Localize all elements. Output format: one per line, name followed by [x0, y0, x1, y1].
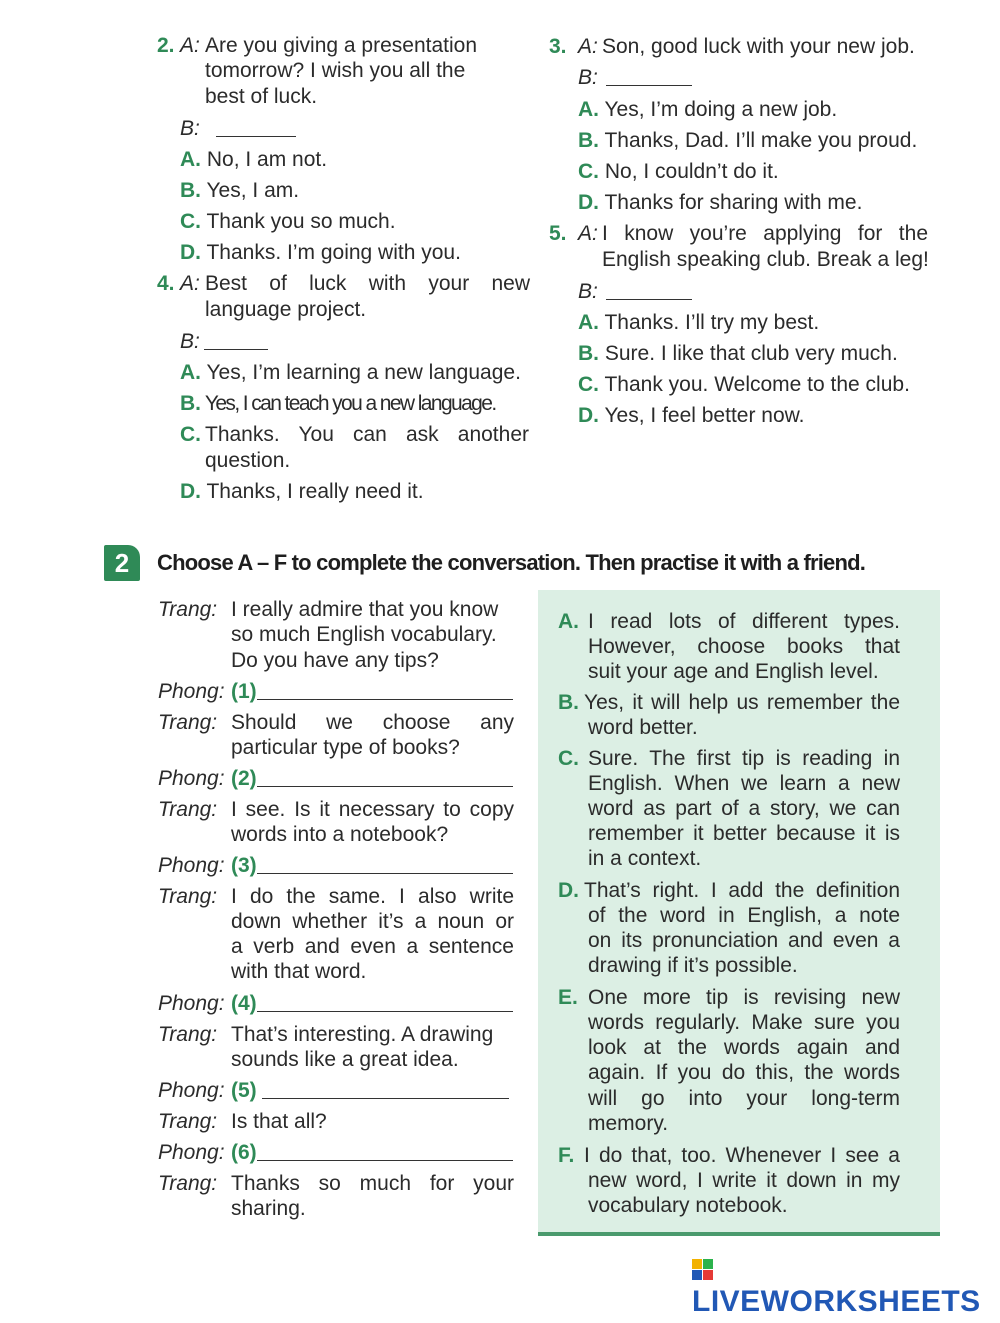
- gap-number: (5): [231, 1079, 257, 1102]
- answer-line: I read lots of different types.: [588, 610, 900, 633]
- speaker-a: A:: [180, 272, 200, 295]
- panel-divider: [538, 1232, 940, 1236]
- gap-blank-2[interactable]: [257, 768, 513, 787]
- option[interactable]: C.: [180, 423, 201, 446]
- answer-line: word as part of a story, we can: [588, 797, 900, 820]
- gap-number: (6): [231, 1141, 257, 1164]
- answer-letter: D.: [558, 879, 579, 902]
- answer-letter: A.: [558, 610, 579, 633]
- answer-line: However, choose books that: [588, 635, 900, 658]
- answer-letter: B.: [558, 691, 579, 714]
- line: Do you have any tips?: [231, 649, 439, 672]
- prompt-line: I know you’re applying for the: [602, 222, 928, 245]
- speaker-b: B:: [578, 280, 598, 303]
- gap-blank-6[interactable]: [257, 1142, 513, 1161]
- answer-letter: E.: [558, 986, 578, 1009]
- speaker-b: B:: [180, 117, 200, 140]
- gap-number: (3): [231, 854, 257, 877]
- line: That’s interesting. A drawing: [231, 1023, 494, 1046]
- speaker-trang: Trang:: [158, 885, 218, 908]
- gap-blank-4[interactable]: [257, 993, 513, 1012]
- option[interactable]: B. Sure. I like that club very much.: [578, 342, 898, 365]
- speaker-a: A:: [578, 222, 598, 245]
- option[interactable]: D. Thanks, I really need it.: [180, 480, 424, 503]
- answer-line: That’s right. I add the definition: [584, 879, 900, 902]
- speaker-a: A:: [180, 34, 200, 57]
- option[interactable]: A. Thanks. I’ll try my best.: [578, 311, 820, 334]
- prompt-line: best of luck.: [205, 85, 318, 108]
- prompt-line: Best of luck with your new: [205, 272, 530, 295]
- line: Should we choose any: [231, 711, 514, 734]
- line: sharing.: [231, 1197, 306, 1220]
- answer-line: on its pronunciation and even a: [588, 929, 900, 952]
- gap-number: (2): [231, 767, 257, 790]
- speaker-phong: Phong:: [158, 680, 225, 703]
- line: sounds like a great idea.: [231, 1048, 459, 1071]
- answer-line: suit your age and English level.: [588, 660, 879, 683]
- option[interactable]: B. Yes, I am.: [180, 179, 300, 202]
- gap-blank-1[interactable]: [257, 681, 513, 700]
- option[interactable]: A. No, I am not.: [180, 148, 328, 171]
- line: I really admire that you know: [231, 598, 499, 621]
- question-number: 3.: [549, 35, 567, 58]
- answer-line: Yes, it will help us remember the: [584, 691, 900, 714]
- answer-line: remember it better because it is: [588, 822, 900, 845]
- answer-line: again. If you do this, the words: [588, 1061, 900, 1084]
- line: I do the same. I also write: [231, 885, 514, 908]
- section-badge: 2: [104, 545, 140, 581]
- answer-line: memory.: [588, 1112, 669, 1135]
- option[interactable]: D. Yes, I feel better now.: [578, 404, 805, 427]
- option[interactable]: A. Yes, I’m learning a new language.: [180, 361, 521, 384]
- question-number: 5.: [549, 222, 567, 245]
- option[interactable]: B. Thanks, Dad. I’ll make you proud.: [578, 129, 918, 152]
- answer-letter: F.: [558, 1144, 575, 1167]
- answer-line: English. When we learn a new: [588, 772, 900, 795]
- gap-number: (4): [231, 992, 257, 1015]
- speaker-phong: Phong:: [158, 1141, 225, 1164]
- option-line: Thanks. You can ask another: [205, 423, 529, 446]
- answer-line: will go into your long-term: [588, 1087, 900, 1110]
- answer-line: I do that, too. Whenever I see a: [584, 1144, 900, 1167]
- answer-blank[interactable]: [606, 281, 692, 300]
- gap-number: (1): [231, 680, 257, 703]
- speaker-phong: Phong:: [158, 767, 225, 790]
- logo-grid-icon: [692, 1259, 714, 1281]
- speaker-trang: Trang:: [158, 1110, 218, 1133]
- question-number: 4.: [157, 272, 175, 295]
- option[interactable]: D. Thanks. I’m going with you.: [180, 241, 461, 264]
- prompt-line: Son, good luck with your new job.: [602, 35, 915, 58]
- line: so much English vocabulary.: [231, 623, 497, 646]
- line: down whether it’s a noun or: [231, 910, 514, 933]
- prompt-line: English speaking club. Break a leg!: [602, 248, 929, 271]
- speaker-trang: Trang:: [158, 598, 218, 621]
- speaker-a: A:: [578, 35, 598, 58]
- answer-line: Sure. The first tip is reading in: [588, 747, 900, 770]
- answer-blank[interactable]: [204, 331, 268, 350]
- question-number: 2.: [157, 34, 175, 57]
- answer-blank[interactable]: [606, 67, 692, 86]
- option[interactable]: C. Thank you so much.: [180, 210, 396, 233]
- answer-line: of the word in English, a note: [588, 904, 900, 927]
- speaker-b: B:: [180, 330, 200, 353]
- speaker-phong: Phong:: [158, 992, 225, 1015]
- answer-line: vocabulary notebook.: [588, 1194, 788, 1217]
- answer-line: in a context.: [588, 847, 702, 870]
- prompt-line: Are you giving a presentation: [205, 34, 478, 57]
- speaker-trang: Trang:: [158, 711, 218, 734]
- answer-letter: C.: [558, 747, 579, 770]
- gap-blank-5[interactable]: [262, 1080, 509, 1099]
- line: particular type of books?: [231, 736, 460, 759]
- prompt-line: language project.: [205, 298, 367, 321]
- logo-text: LIVEWORKSHEETS: [692, 1285, 981, 1318]
- liveworksheets-logo: [692, 1254, 1000, 1318]
- speaker-trang: Trang:: [158, 798, 218, 821]
- gap-blank-3[interactable]: [257, 855, 513, 874]
- line: Thanks so much for your: [231, 1172, 514, 1195]
- answer-line: new word, I write it down in my: [588, 1169, 900, 1192]
- speaker-trang: Trang:: [158, 1172, 218, 1195]
- line: Is that all?: [231, 1110, 327, 1133]
- answer-line: look at the words again and: [588, 1036, 900, 1059]
- prompt-line: tomorrow? I wish you all the: [205, 59, 466, 82]
- answer-line: words regularly. Make sure you: [588, 1011, 900, 1034]
- section-title: Choose A – F to complete the conversation. Then practise it with a friend.: [157, 550, 866, 575]
- line: words into a notebook?: [231, 823, 449, 846]
- speaker-phong: Phong:: [158, 1079, 225, 1102]
- option[interactable]: C. No, I couldn’t do it.: [578, 160, 779, 183]
- line: I see. Is it necessary to copy: [231, 798, 514, 821]
- answer-blank[interactable]: [216, 118, 296, 137]
- answer-line: One more tip is revising new: [588, 986, 900, 1009]
- option[interactable]: A. Yes, I’m doing a new job.: [578, 98, 838, 121]
- speaker-phong: Phong:: [158, 854, 225, 877]
- option[interactable]: C. Thank you. Welcome to the club.: [578, 373, 910, 396]
- option-line: question.: [205, 449, 291, 472]
- speaker-trang: Trang:: [158, 1023, 218, 1046]
- line: with that word.: [231, 960, 367, 983]
- option[interactable]: D. Thanks for sharing with me.: [578, 191, 863, 214]
- answer-line: word better.: [588, 716, 698, 739]
- option[interactable]: B. Yes, I can teach you a new language.: [180, 392, 496, 415]
- line: a verb and even a sentence: [231, 935, 514, 958]
- speaker-b: B:: [578, 66, 598, 89]
- answer-line: drawing if it’s possible.: [588, 954, 798, 977]
